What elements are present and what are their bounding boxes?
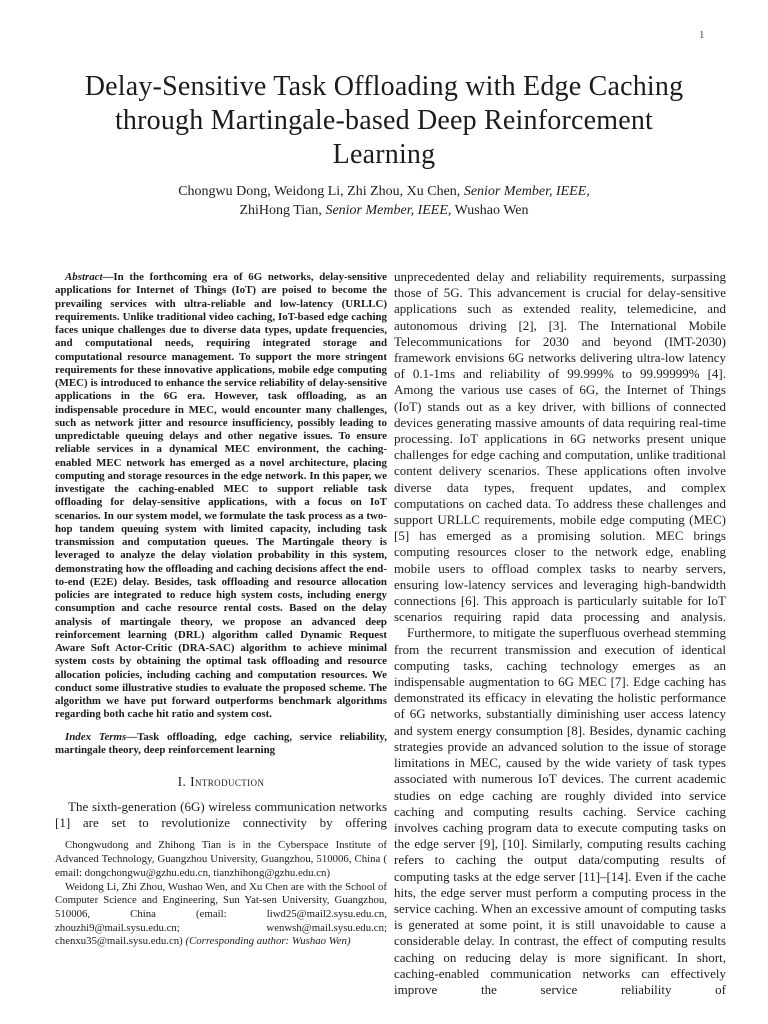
author-name-wen: Wushao Wen xyxy=(451,203,529,218)
section-heading-introduction: I. Introduction xyxy=(177,774,265,789)
footnote-affiliation-1: Chongwudong and Zhihong Tian is in the Cyberspace Institute of Advanced Technology, Guangzhou University, Guangzhou, 510006, China ( email: dongchongwu@gzhu.edu.cn, tianzhihong@gzhu.edu.cn) xyxy=(55,839,387,879)
index-terms-text: —Task offloading, edge caching, service reliability, martingale theory, deep reinforcement learning xyxy=(55,730,387,756)
abstract-label: Abstract xyxy=(65,271,103,283)
membership-1: Senior Member, IEEE, xyxy=(463,184,590,199)
title-line-3: Learning xyxy=(332,139,436,170)
left-column xyxy=(55,271,387,949)
introduction-paragraph: The sixth-generation (6G) wireless communication networks [1] are set to revolutionize connectivity by offering xyxy=(55,799,387,831)
author-line-1 xyxy=(0,182,768,201)
index-terms-label: Index Terms xyxy=(65,730,127,743)
page-number: 1 xyxy=(699,29,705,41)
right-column xyxy=(394,269,726,1013)
corresponding-author-note: (Corresponding author: Wushao Wen) xyxy=(185,935,351,948)
abstract-text: —In the forthcoming era of 6G networks, delay-sensitive applications for Internet of Things (IoT) are poised to become the prevailing services with ultra-reliable and low-latency (URLLC) requirements. Unlike traditional video caching, IoT-based edge caching faces unique challenges due to diverse data types, update frequencies, and computational needs, requiring integrated storage and computational resource management. To support the more stringent requirements for these innovative applications, mobile edge computing (MEC) is introduced to enhance the service reliability of delay-sensitive applications in the 6G era. However, task offloading, as an indispensable procedure in MEC, would encounter many challenges, such as network jitter and resource insufficiency, possibly leading to unpredictable queuing delays and other negative issues. To ensure reliable services in a dynamical MEC environment, the caching-enabled MEC network has emerged as a novel architecture, placing computing and storage resources in the edge network. In this paper, we investigate the caching-enabled MEC to support reliable task offloading for delay-sensitive applications, with a focus on IoT scenarios. In our system model, we formulate the task process as a two-hop tandem queuing system with limited capacity, including task transmission and computation queues. The Martingale theory is leveraged to analyze the delay violation probability in this system, demonstrating how the offloading and caching decisions affect the end-to-end (E2E) delay. Besides, task offloading and resource allocation policies are integrated to reduce high system costs, including energy consumption and cache resource rental costs. Based on the delay analysis of martingale theory, we propose an advanced deep reinforcement learning (DRL) algorithm called Dynamic Request Aware Soft Actor-Critic (DRA-SAC) algorithm to achieve minimal system costs by obtaining the optimal task offloading and resource allocation policies, including caching and computation resources. We conduct some illustrative studies to evaluate the proposed scheme. The algorithm we have put forward outperforms benchmark algorithms regarding both cache hit ratio and system cost. xyxy=(55,271,387,721)
author-names-1: Chongwu Dong, Weidong Li, Zhi Zhou, Xu Chen, xyxy=(178,184,464,199)
footnote-affiliation-2 xyxy=(55,881,387,950)
paper-title xyxy=(30,70,738,172)
index-terms xyxy=(55,731,387,758)
title-line-2: through Martingale-based Deep Reinforcement xyxy=(114,105,654,136)
body-paragraph-1: unprecedented delay and reliability requirements, surpassing those of 5G. This advancement is crucial for delay-sensitive applications such as extended reality, telemedicine, and autonomous driving [2], [3]. The International Mobile Telecommunications for 2030 and beyond (IMT-2030) framework envisions 6G networks delivering ultra-low latency of 0.1-1ms and reliability of 99.999% to 99.99999% [4]. Among the various use cases of 6G, the Internet of Things (IoT) stands out as a key driver, with billions of connected devices generating massive amounts of data requiring real-time processing. IoT applications in 6G networks present unique challenges for edge caching and computation, unlike traditional content delivery scenarios. These applications often involve diverse data types, frequent updates, and complex computations on cached data. To address these challenges and support URLLC requirements, mobile edge computing (MEC) [5] has emerged as a promising solution. MEC brings computing resources closer to the network edge, enabling mobile users to offload complex tasks to nearby servers, ensuring low-latency services and leveraging high-bandwidth connections [6]. This approach is particularly suitable for IoT scenarios requiring rapid data processing and analysis. xyxy=(394,269,726,625)
membership-2: Senior Member, IEEE, xyxy=(325,203,452,218)
title-line-1: Delay-Sensitive Task Offloading with Edge Caching xyxy=(84,71,684,102)
body-paragraph-2: Furthermore, to mitigate the superfluous overhead stemming from the recurrent transmission and execution of identical computing tasks, caching technology emerges as an indispensable augmentation to 6G MEC [7]. Edge caching has demonstrated its efficacy in elevating the holistic performance of 6G networks, substantially diminishing user access latency and system energy consumption [8]. Besides, dynamic caching strategies provide an advanced solution to the issue of storage limitations in MEC, caused by the wide variety of task types associated with numerous IoT devices. The current academic studies on edge caching are roughly divided into service caching and computing results caching. Service caching involves caching program data to execute computing tasks on the edge server [9], [10]. Similarly, computing results caching refers to caching the output data/computing results of computing tasks at the edge server [11]–[14]. Even if the cache hits, the edge server must perform a computing process in the service caching. When an excessive amount of computing tasks is generated at some point, it is still unavoidable to cause a considerable delay. In contrast, the effect of computing results caching on reducing delay is more significant. In short, caching-enabled communication networks can effectively improve the service reliability of xyxy=(394,625,726,997)
footnote-affiliation-2-text: Weidong Li, Zhi Zhou, Wushao Wen, and Xu Chen are with the School of Computer Science and Engineering, Sun Yat-sen University, Guangzhou, 510006, China (email: liwd25@mail2.sysu.edu.cn, zhouzhi9@mail.sysu.edu.cn; wenwsh@mail.sysu.edu.cn; chenxu35@mail.sysu.edu.cn) xyxy=(55,880,387,948)
abstract xyxy=(55,271,387,722)
author-block xyxy=(0,182,768,220)
author-line-2 xyxy=(0,201,768,220)
footnote-block xyxy=(55,839,387,949)
author-name-tian: ZhiHong Tian, xyxy=(239,203,326,218)
